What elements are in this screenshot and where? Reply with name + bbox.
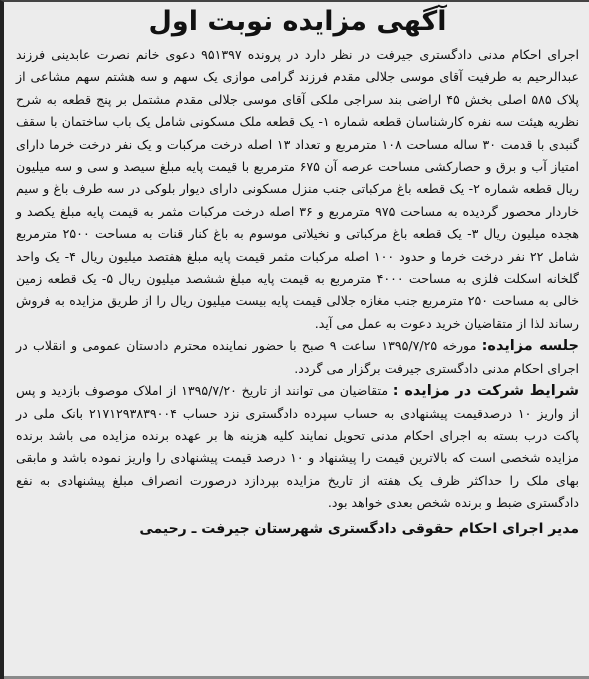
- notice-body: اجرای احکام مدنی دادگستری جیرفت در نظر دارد در پرونده ۹۵۱۳۹۷ دعوی خانم نصرت عابدینی فرزند عبدالرحیم به طرفیت آقای موسی جلالی مقدم فرزند گرامی موازی یک سهم و سه هشتم سهم مشاعی از پلاک ۵۸۵ اصلی بخش ۴۵ اراضی بند سراجی ملکی آقای موسی جلالی مقدم مشتمل بر پنج قطعه به شرح نظریه هیئت سه نفره کارشناسان قطعه شماره ۱- یک قطعه ملک مسکونی شامل یک باب ساختمان با سقف گنبدی با قدمت ۳۰ ساله مساحت ۱۰۸ مترمربع و تعداد ۱۳ اصله درخت مرکبات و یک نفر درخت خرما دارای امتیاز آب و برق و حصارکشی مساحت عرصه آن ۶۷۵ مترمربع با قیمت پایه مبلغ سیصد و سی و سه میلیون ریال قطعه شماره ۲- یک قطعه باغ مرکباتی جنب منزل مسکونی دارای دیوار بلوکی در سه طرف باغ و سیم خاردار محصور گردیده به مساحت ۹۷۵ مترمربع و ۳۶ اصله درخت مرکبات مثمر به قیمت پایه مبلغ یکصد و هجده میلیون ریال ۳- یک قطعه باغ مرکباتی و نخیلاتی موسوم به باغ کنار قنات به مساحت ۲۵۰۰ مترمربع شامل ۲۲ نفر درخت خرما و حدود ۱۰۰ اصله مرکبات مثمر قیمت پایه مبلغ هفتصد میلیون ریال ۴- یک واحد گلخانه اسکلت فلزی به مساحت ۴۰۰۰ مترمربع به قیمت پایه مبلغ ششصد میلیون ریال ۵- یک قطعه زمین خالی به مساحت ۲۵۰ مترمربع جنب مغازه جلالی قیمت پایه بیست میلیون ریال را از طریق مزایده به فروش رساند لذا از متقاضیان خرید دعوت به عمل می آید.: [16, 47, 580, 331]
- participation-conditions-heading: شرایط شرکت در مزایده :: [392, 383, 579, 400]
- auction-session-heading: جلسه مزایده:: [481, 338, 579, 355]
- auction-session-text: مورخه ۱۳۹۵/۷/۲۵ ساعت ۹ صبح با حضور نماینده محترم دادستان عمومی و انقلاب در اجرای احکام مدنی دادگستری جیرفت برگزار می گردد.: [16, 338, 579, 376]
- auction-session-paragraph: [16, 335, 579, 380]
- notice-title: آگهی مزایده نوبت اول: [148, 6, 447, 37]
- participation-conditions-paragraph: [16, 380, 579, 514]
- participation-conditions-text: متقاضیان می توانند از تاریخ ۱۳۹۵/۷/۲۰ از املاک موصوف بازدید و پس از واریز ۱۰ درصدقیمت پیشنهادی به حساب سپرده دادگستری نزد حساب ۲۱۷۱۲۹۳۸۳۹۰۰۴ بانک ملی در پاکت درب بسته به اجرای احکام مدنی تحویل نمایند کلیه هزینه ها بر عهده برنده مزایده می باشد برنده مزایده شخصی است که بالاترین قیمت را پیشنهاد و ۱۰ درصد قیمت پیشنهادی را واریز نموده باشد و مابقی بهای ملک را حداکثر ظرف یک هفته از تاریخ مزایده بپردازد درصورت انصراف مبلغ پیشنهادی به نفع دادگستری ضبط و برنده شخص بعدی خواهد بود.: [16, 383, 579, 511]
- signature-line: مدیر اجرای احکام حقوقی دادگستری شهرستان جیرفت ـ رحیمی: [139, 520, 579, 537]
